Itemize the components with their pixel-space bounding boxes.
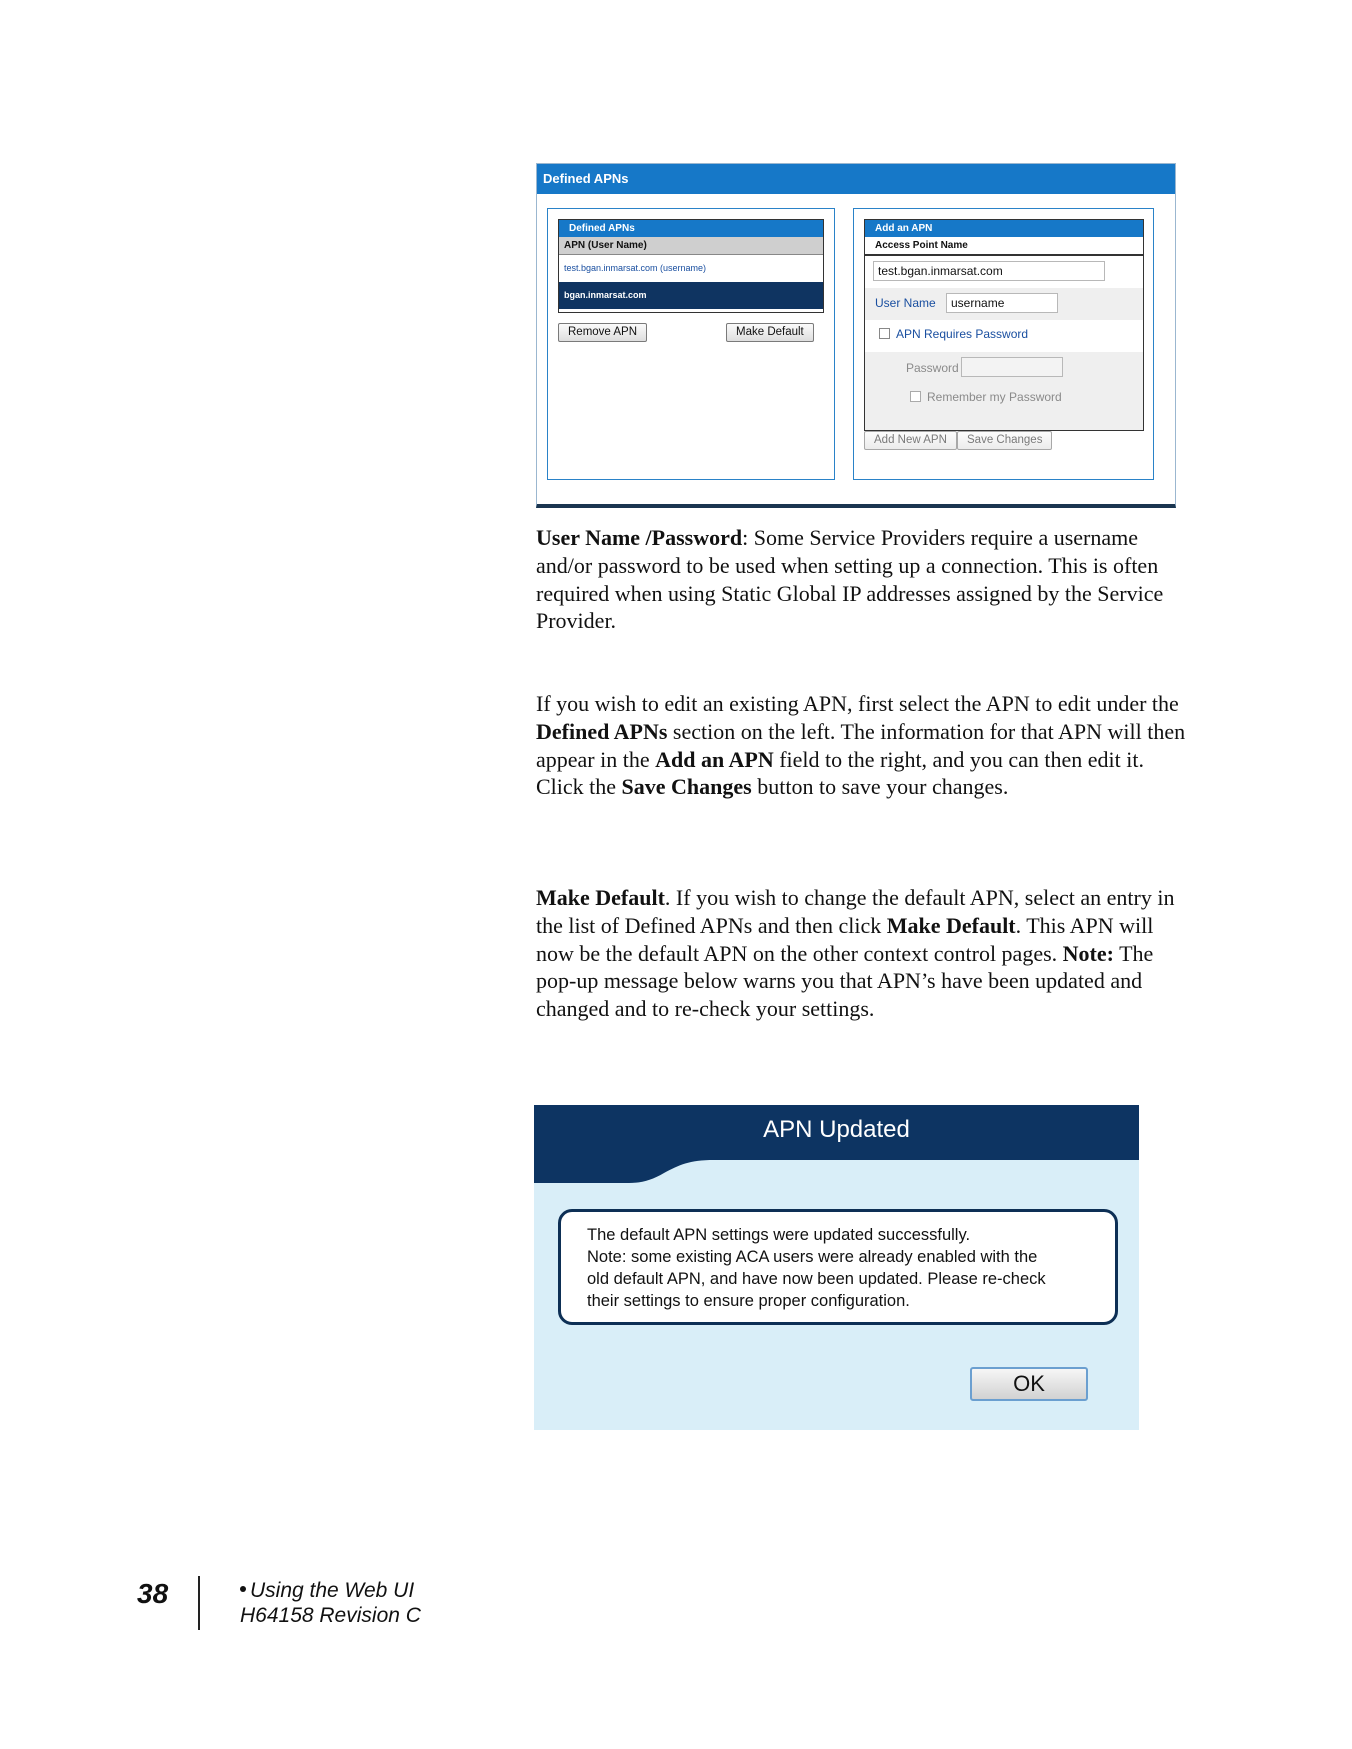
requires-password-row — [865, 320, 1143, 352]
apn-updated-popup — [534, 1105, 1139, 1430]
paragraph-edit-apn — [536, 690, 1186, 801]
remove-apn-button[interactable]: Remove APN — [558, 323, 647, 342]
body-text: The pop-up message below warns you that APN’s have been updated and changed and to re-check your settings. — [536, 940, 1154, 1022]
requires-password-checkbox[interactable] — [879, 328, 890, 339]
apn-list-item[interactable]: test.bgan.inmarsat.com (username) — [564, 263, 707, 273]
body-text: . If you wish to change the default APN, select an entry in the list of Defined APNs and then click — [536, 885, 1175, 938]
body-text: field to the right, and you can then edit it. Click the — [536, 746, 1144, 800]
ok-button[interactable]: OK — [970, 1367, 1088, 1401]
user-name-field[interactable]: username — [946, 293, 1058, 313]
footer-divider — [198, 1576, 200, 1630]
popup-message-line: The default APN settings were updated successfully. — [587, 1226, 971, 1244]
defined-apns-pane — [547, 208, 835, 480]
save-changes-button[interactable]: Save Changes — [957, 431, 1052, 450]
paragraph-make-default — [536, 884, 1186, 1023]
user-name-row — [865, 288, 1143, 320]
add-apn-title: Add an APN — [865, 220, 1143, 237]
bold-text: Defined APNs — [536, 718, 668, 744]
add-apn-form — [864, 219, 1144, 431]
remember-password-label: Remember my Password — [927, 390, 1062, 404]
bold-text: User Name /Password — [536, 525, 743, 550]
password-section — [865, 352, 1143, 430]
body-text: section on the left. The information for that APN will then appear in the — [536, 718, 1186, 772]
body-text: . This APN will now be the default APN on the other context control pages. — [536, 912, 1154, 966]
access-point-name-field[interactable]: test.bgan.inmarsat.com — [873, 261, 1105, 281]
bold-text: Note: — [1062, 940, 1114, 966]
access-point-name-row — [865, 256, 1143, 286]
add-new-apn-button[interactable]: Add New APN — [864, 431, 957, 450]
bold-text: Add an APN — [655, 746, 774, 772]
footer-text — [240, 1578, 421, 1628]
paragraph-user-name-password — [536, 524, 1186, 635]
body-text: If you wish to edit an existing APN, first select the APN to edit under the — [536, 691, 1179, 716]
defined-apns-screenshot — [536, 163, 1176, 508]
user-name-label: User Name — [875, 296, 936, 310]
make-default-button[interactable]: Make Default — [726, 323, 814, 342]
defined-apns-list — [558, 219, 824, 313]
remember-password-checkbox[interactable] — [910, 391, 921, 402]
body-text: : Some Service Providers require a username and/or password to be used when setting up a connection. This is often required when using Static Global IP addresses assigned by the Service Provider. — [536, 525, 1164, 634]
body-text: button to save your changes. — [751, 774, 1009, 800]
page-number: 38 — [137, 1578, 169, 1609]
access-point-name-label: Access Point Name — [865, 237, 1143, 256]
popup-title: APN Updated — [763, 1116, 910, 1143]
popup-message-line: old default APN, and have now been updated. Please re-check — [587, 1270, 1046, 1288]
password-label: Password — [906, 361, 959, 375]
popup-message-line: Note: some existing ACA users were already enabled with the — [587, 1248, 1038, 1266]
bullet-icon — [240, 1586, 246, 1592]
bold-text: Save Changes — [621, 774, 752, 800]
footer-section: Using the Web UI — [250, 1579, 415, 1602]
footer-document: H64158 Revision C — [240, 1604, 421, 1627]
apn-list-item-selected[interactable]: bgan.inmarsat.com — [559, 282, 823, 309]
bold-text: Make Default — [536, 885, 665, 910]
password-field[interactable] — [961, 357, 1063, 377]
add-apn-pane — [853, 208, 1154, 480]
bold-text: Make Default — [886, 912, 1016, 938]
window-title: Defined APNs — [537, 164, 1175, 194]
popup-message-box — [558, 1209, 1118, 1325]
requires-password-label: APN Requires Password — [896, 327, 1029, 341]
popup-message-line: their settings to ensure proper configuration. — [587, 1292, 910, 1310]
apn-column-header: APN (User Name) — [559, 237, 823, 255]
defined-apns-title: Defined APNs — [559, 220, 823, 237]
